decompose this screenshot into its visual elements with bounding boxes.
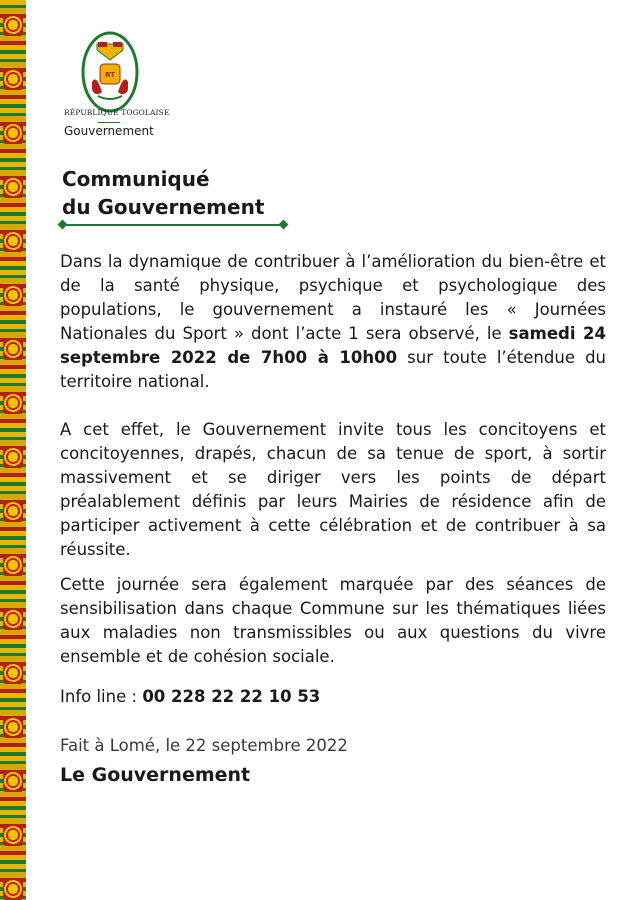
kente-motif: [3, 608, 23, 630]
kente-motif: [3, 14, 23, 36]
emblem-divider: [98, 122, 120, 123]
paragraph-1-text: Dans la dynamique de contribuer à l’amélioration du bien-être et de la santé physique, psychique et psychologique des populations, le gouvernement a instauré les « Journées Nationales du Sport » dont l’acte 1 sera observé, le: [60, 252, 606, 343]
paragraph-2: A cet effet, le Gouvernement invite tous les concitoyens et concitoyennes, drapés, chacun de sa tenue de sport, à sortir massivement et se diriger vers les points de départ préalablement définis par leurs Mairies de résidence afin de participer activement à cette célébration et de contribuer à sa réussite.: [60, 420, 606, 559]
kente-motif: [3, 230, 23, 252]
page-title: [62, 165, 264, 221]
kente-motif: [3, 392, 23, 414]
kente-motif: [3, 878, 23, 900]
kente-motif: [3, 284, 23, 306]
kente-motif: [3, 716, 23, 738]
title-underline: [62, 224, 284, 226]
kente-motif: [3, 68, 23, 90]
svg-text:RT: RT: [105, 71, 115, 79]
government-label: Gouvernement: [64, 124, 154, 138]
kente-motif: [3, 824, 23, 846]
kente-motif: [3, 122, 23, 144]
info-line: [60, 687, 320, 706]
kente-motif: [3, 176, 23, 198]
kente-motif: [3, 446, 23, 468]
info-line-label: Info line :: [60, 687, 143, 706]
togo-coat-of-arms-icon: [80, 30, 140, 114]
republic-label: RÉPUBLIQUE TOGOLAISE: [64, 108, 170, 117]
title-line-1: Communiqué: [62, 167, 210, 191]
event-date: samedi 24 septembre 2022 de 7h00 à 10h00: [60, 324, 606, 367]
kente-motif: [3, 338, 23, 360]
kente-motif: [3, 662, 23, 684]
kente-border: [0, 0, 26, 900]
signature: Le Gouvernement: [60, 764, 251, 786]
place-date: Fait à Lomé, le 22 septembre 2022: [60, 736, 348, 755]
paragraph-1-tail: sur toute l’étendue du territoire national.: [60, 348, 606, 391]
info-line-number: 00 228 22 22 10 53: [142, 687, 321, 706]
paragraph-1: [60, 250, 606, 394]
kente-motif: [3, 500, 23, 522]
paragraph-3: Cette journée sera également marquée par des séances de sensibilisation dans chaque Commune sur les thématiques liées aux maladies non transmissibles ou aux questions du vivre ensemble et de cohésion sociale.: [60, 575, 606, 666]
title-line-2: du Gouvernement: [62, 195, 265, 219]
kente-motif: [3, 770, 23, 792]
kente-motif: [3, 554, 23, 576]
